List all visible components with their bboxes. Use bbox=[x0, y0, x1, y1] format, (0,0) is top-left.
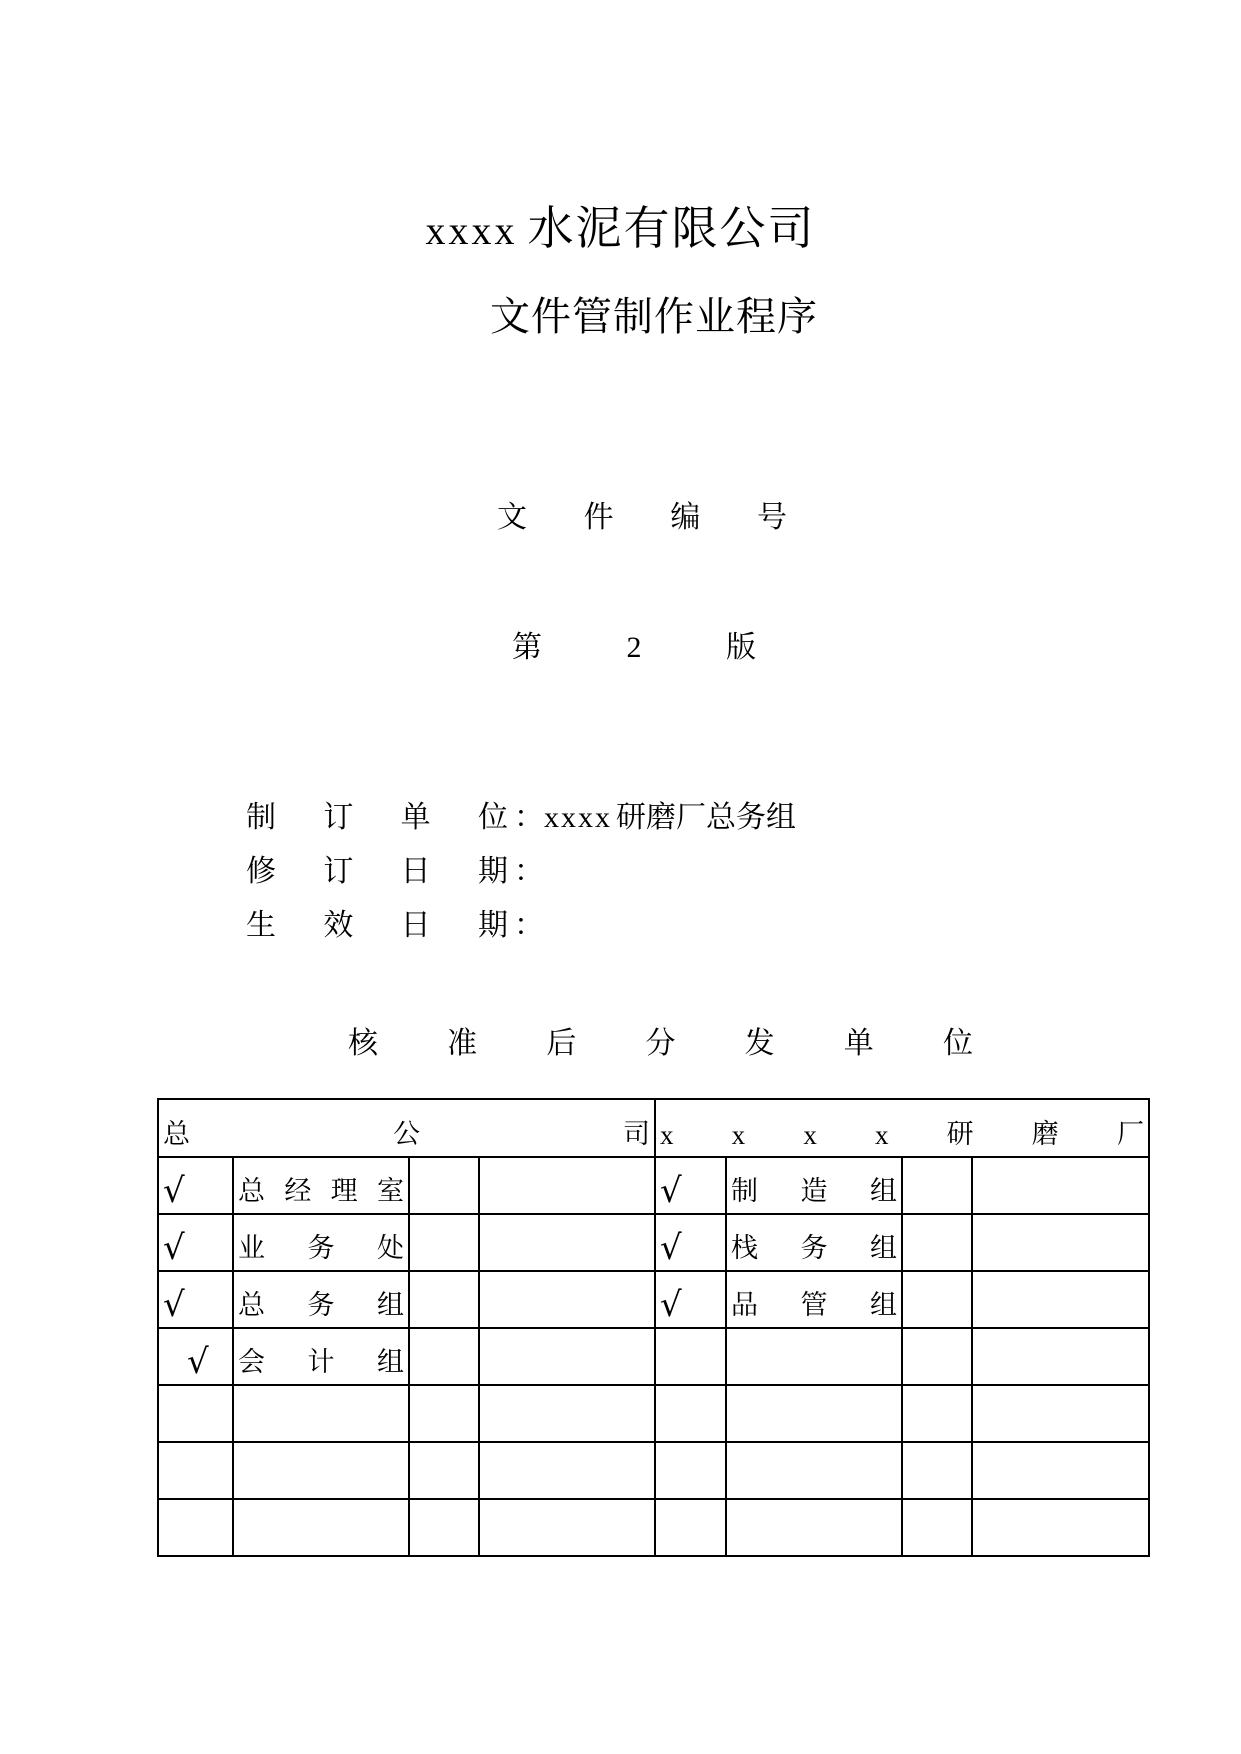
heading-char: 后 bbox=[546, 1026, 577, 1061]
right-unit-name-cell bbox=[726, 1157, 902, 1214]
label-char: 厂 bbox=[1116, 1119, 1144, 1150]
right-blank-cell bbox=[972, 1442, 1149, 1499]
file-number-char: 编 bbox=[670, 500, 701, 535]
right-blank-cell bbox=[972, 1385, 1149, 1442]
right-check-cell bbox=[655, 1214, 726, 1271]
label-char: 栈 bbox=[731, 1233, 758, 1264]
heading-char: 准 bbox=[447, 1026, 478, 1061]
label-char: 经 bbox=[284, 1176, 312, 1207]
right-unit-name-cell bbox=[726, 1214, 902, 1271]
right-check-cell bbox=[655, 1499, 726, 1556]
right-blank-cell bbox=[902, 1385, 972, 1442]
heading-char: 核 bbox=[348, 1026, 378, 1061]
right-check-cell bbox=[655, 1157, 726, 1214]
unit-name bbox=[234, 1177, 408, 1213]
label-char: 管 bbox=[800, 1290, 828, 1321]
version-char: 第 bbox=[512, 630, 542, 665]
header-head-office-label bbox=[159, 1120, 654, 1156]
label-char: 磨 bbox=[1031, 1119, 1059, 1150]
right-check-cell bbox=[655, 1385, 726, 1442]
left-check-cell bbox=[158, 1271, 233, 1328]
label-char: 公 bbox=[393, 1119, 420, 1150]
left-check-cell bbox=[158, 1499, 233, 1556]
label-char: 理 bbox=[330, 1176, 358, 1207]
meta-revision-label bbox=[246, 846, 508, 890]
meta-effective-row bbox=[246, 900, 544, 944]
table-row bbox=[158, 1385, 1149, 1442]
label-char: 制 bbox=[246, 800, 276, 835]
right-blank-cell bbox=[972, 1328, 1149, 1385]
label-char: 单 bbox=[400, 800, 431, 835]
right-blank-cell bbox=[902, 1271, 972, 1328]
left-blank-cell bbox=[479, 1385, 655, 1442]
company-name-text: 水泥有限公司 bbox=[527, 201, 816, 255]
left-blank-cell bbox=[479, 1499, 655, 1556]
heading-char: 位 bbox=[942, 1026, 973, 1061]
left-check-cell bbox=[158, 1442, 233, 1499]
header-plant bbox=[655, 1099, 1149, 1157]
meta-unit-label bbox=[246, 792, 508, 836]
meta-unit-row bbox=[246, 792, 796, 836]
left-blank-cell bbox=[479, 1328, 655, 1385]
right-check-cell bbox=[655, 1442, 726, 1499]
check-mark: √ bbox=[163, 1285, 185, 1325]
header-head-office bbox=[158, 1099, 655, 1157]
left-blank-cell bbox=[479, 1157, 655, 1214]
left-blank-cell bbox=[479, 1442, 655, 1499]
label-char: 务 bbox=[307, 1290, 335, 1321]
right-check-cell bbox=[655, 1328, 726, 1385]
file-number-label bbox=[497, 498, 787, 538]
left-blank-cell bbox=[409, 1442, 479, 1499]
left-blank-cell bbox=[409, 1271, 479, 1328]
file-number-char: 文 bbox=[497, 500, 527, 535]
label-char: 处 bbox=[377, 1233, 404, 1264]
left-unit-name-cell bbox=[233, 1385, 409, 1442]
label-char: 组 bbox=[377, 1290, 404, 1321]
company-prefix: xxxx bbox=[425, 208, 518, 253]
distribution-table-body bbox=[158, 1099, 1149, 1556]
label-char: 计 bbox=[307, 1347, 335, 1378]
right-blank-cell bbox=[902, 1328, 972, 1385]
left-check-cell bbox=[158, 1214, 233, 1271]
label-char: 组 bbox=[870, 1176, 897, 1207]
label-char: 业 bbox=[238, 1233, 265, 1264]
right-unit-name-cell bbox=[726, 1499, 902, 1556]
right-blank-cell bbox=[902, 1157, 972, 1214]
label-char: 订 bbox=[323, 800, 354, 835]
right-unit-name-cell bbox=[726, 1442, 902, 1499]
left-unit-name-cell bbox=[233, 1157, 409, 1214]
table-header-row bbox=[158, 1099, 1149, 1157]
label-char: 室 bbox=[376, 1176, 404, 1207]
version-char: 版 bbox=[726, 630, 756, 665]
left-blank-cell bbox=[409, 1499, 479, 1556]
label-char: 总 bbox=[163, 1119, 190, 1150]
left-blank-cell bbox=[409, 1328, 479, 1385]
meta-revision-row bbox=[246, 846, 544, 890]
label-char: x bbox=[660, 1120, 674, 1150]
label-char: 订 bbox=[323, 854, 354, 889]
unit-name bbox=[234, 1348, 408, 1384]
label-char: 效 bbox=[323, 908, 354, 943]
left-blank-cell bbox=[409, 1157, 479, 1214]
left-blank-cell bbox=[479, 1271, 655, 1328]
check-mark: √ bbox=[660, 1228, 682, 1268]
label-char: 生 bbox=[246, 908, 276, 943]
left-unit-name-cell bbox=[233, 1499, 409, 1556]
label-char: 品 bbox=[731, 1290, 758, 1321]
label-char: 务 bbox=[307, 1233, 335, 1264]
label-char: 期 bbox=[477, 854, 508, 889]
table-row bbox=[158, 1442, 1149, 1499]
meta-colon: ： bbox=[514, 908, 544, 943]
left-unit-name-cell bbox=[233, 1442, 409, 1499]
file-number-char: 件 bbox=[583, 500, 614, 535]
left-unit-name-cell bbox=[233, 1214, 409, 1271]
table-row bbox=[158, 1271, 1149, 1328]
meta-effective-label bbox=[246, 900, 508, 944]
unit-name bbox=[234, 1234, 408, 1270]
right-unit-name-cell bbox=[726, 1271, 902, 1328]
document-title: 文件管制作业程序 bbox=[490, 294, 818, 340]
left-check-cell bbox=[158, 1328, 233, 1385]
unit-name bbox=[727, 1234, 901, 1270]
company-name bbox=[0, 198, 1241, 261]
label-char: 研 bbox=[946, 1119, 974, 1150]
label-char: 日 bbox=[400, 908, 431, 943]
label-char: 务 bbox=[800, 1233, 828, 1264]
label-char: 造 bbox=[800, 1176, 828, 1207]
check-mark: √ bbox=[163, 1228, 185, 1268]
file-number-char: 号 bbox=[756, 500, 787, 535]
right-blank-cell bbox=[972, 1157, 1149, 1214]
right-blank-cell bbox=[902, 1442, 972, 1499]
check-mark: √ bbox=[660, 1171, 682, 1211]
label-char: 组 bbox=[377, 1347, 404, 1378]
left-check-cell bbox=[158, 1157, 233, 1214]
label-char: x bbox=[731, 1120, 746, 1150]
left-unit-name-cell bbox=[233, 1271, 409, 1328]
label-char: x bbox=[803, 1120, 817, 1150]
label-char: 制 bbox=[731, 1176, 758, 1207]
right-unit-name-cell bbox=[726, 1385, 902, 1442]
heading-char: 单 bbox=[843, 1026, 874, 1061]
label-char: 组 bbox=[870, 1290, 897, 1321]
table-row bbox=[158, 1157, 1149, 1214]
label-char: 位 bbox=[477, 800, 508, 835]
label-char: 会 bbox=[238, 1347, 265, 1378]
label-char: 司 bbox=[623, 1119, 650, 1150]
label-char: x bbox=[874, 1120, 889, 1150]
table-row bbox=[158, 1499, 1149, 1556]
table-row bbox=[158, 1214, 1149, 1271]
label-char: 总 bbox=[238, 1290, 265, 1321]
left-blank-cell bbox=[409, 1214, 479, 1271]
version-label bbox=[512, 628, 756, 668]
label-char: 总 bbox=[238, 1176, 265, 1207]
right-blank-cell bbox=[902, 1499, 972, 1556]
meta-unit-value bbox=[544, 792, 796, 836]
left-blank-cell bbox=[409, 1385, 479, 1442]
unit-name bbox=[727, 1291, 901, 1327]
version-number: 2 bbox=[626, 631, 642, 664]
meta-unit-value-prefix: xxxx bbox=[544, 801, 612, 834]
unit-name bbox=[234, 1291, 408, 1327]
right-blank-cell bbox=[972, 1271, 1149, 1328]
right-blank-cell bbox=[972, 1499, 1149, 1556]
heading-char: 发 bbox=[744, 1026, 775, 1061]
right-unit-name-cell bbox=[726, 1328, 902, 1385]
label-char: 修 bbox=[246, 854, 276, 889]
meta-unit-value-text: 研磨厂总务组 bbox=[616, 800, 796, 835]
right-blank-cell bbox=[972, 1214, 1149, 1271]
label-char: 日 bbox=[400, 854, 431, 889]
distribution-table bbox=[157, 1098, 1150, 1557]
label-char: 组 bbox=[870, 1233, 897, 1264]
meta-colon: ： bbox=[514, 854, 544, 889]
header-plant-label bbox=[656, 1120, 1148, 1156]
left-check-cell bbox=[158, 1385, 233, 1442]
right-blank-cell bbox=[902, 1214, 972, 1271]
label-char: 期 bbox=[477, 908, 508, 943]
heading-char: 分 bbox=[645, 1026, 676, 1061]
table-row bbox=[158, 1328, 1149, 1385]
left-blank-cell bbox=[479, 1214, 655, 1271]
right-check-cell bbox=[655, 1271, 726, 1328]
meta-colon: ： bbox=[514, 800, 544, 835]
distribution-heading bbox=[348, 1024, 973, 1064]
unit-name bbox=[727, 1177, 901, 1213]
left-unit-name-cell bbox=[233, 1328, 409, 1385]
check-mark: √ bbox=[187, 1342, 209, 1382]
check-mark: √ bbox=[660, 1285, 682, 1325]
check-mark: √ bbox=[163, 1171, 185, 1211]
